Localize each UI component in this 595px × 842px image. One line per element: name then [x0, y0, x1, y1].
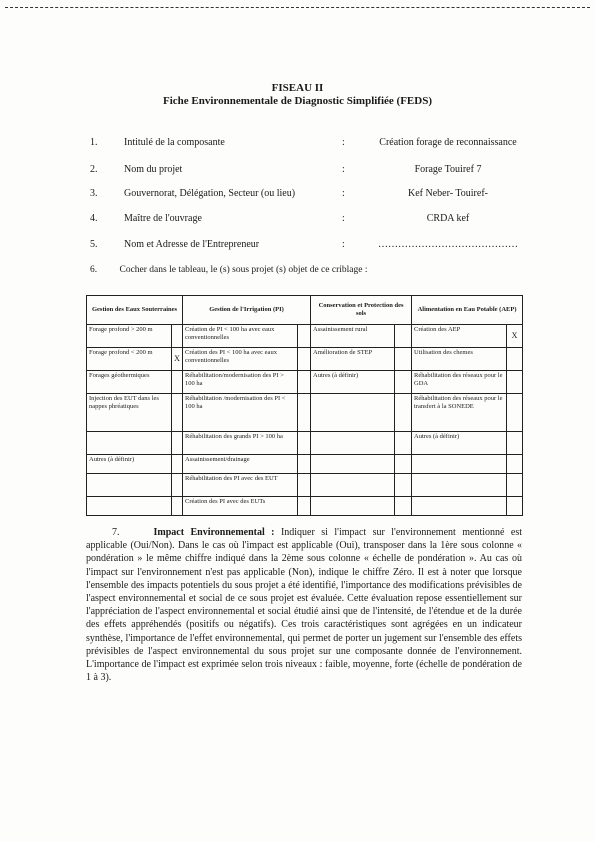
- field-value: Kef Neber- Touiref-: [408, 188, 488, 199]
- water-supply-checkbox[interactable]: [507, 455, 523, 474]
- field-label: Maître de l'ouvrage: [124, 213, 202, 224]
- table-header-row: [87, 296, 523, 325]
- field-colon: :: [342, 188, 345, 199]
- water-supply-cell: [412, 474, 507, 497]
- impact-paragraph: [86, 526, 522, 684]
- subproject-table: [86, 295, 523, 516]
- groundwater-checkbox[interactable]: [172, 325, 183, 348]
- groundwater-checkbox[interactable]: X: [172, 348, 183, 371]
- groundwater-checkbox[interactable]: [172, 432, 183, 455]
- water-supply-checkbox[interactable]: X: [507, 325, 523, 348]
- field-number: 3.: [90, 188, 98, 199]
- water-supply-cell: [412, 455, 507, 474]
- field-projet: [0, 164, 595, 178]
- irrigation-checkbox[interactable]: [298, 394, 311, 432]
- field-value: Forage Touiref 7: [414, 164, 482, 175]
- field-colon: :: [342, 164, 345, 175]
- irrigation-cell: Assainissement/drainage: [183, 455, 298, 474]
- header-irrigation: Gestion de l'Irrigation (PI): [183, 296, 311, 325]
- soil-checkbox[interactable]: [395, 394, 412, 432]
- table-row: [87, 394, 523, 432]
- table-instruction: [90, 265, 367, 275]
- water-supply-cell: Réhabilitation des réseaux pour le GDA: [412, 371, 507, 394]
- water-supply-cell: Création des AEP: [412, 325, 507, 348]
- field-value: ……………………………………: [378, 239, 518, 250]
- soil-cell: Autres (à définir): [311, 371, 395, 394]
- soil-checkbox[interactable]: [395, 432, 412, 455]
- header-soil: Conservation et Protection des sols: [311, 296, 412, 325]
- water-supply-cell: [412, 497, 507, 516]
- soil-checkbox[interactable]: [395, 371, 412, 394]
- table-row: [87, 474, 523, 497]
- instruction-label: Cocher dans le tableau, le (s) sous projet (s) objet de ce criblage :: [119, 265, 368, 275]
- groundwater-cell: Autres (à définir): [87, 455, 172, 474]
- field-composante: [0, 137, 595, 151]
- field-value: CRDA kef: [426, 213, 470, 224]
- annex-title: FISEAU II: [271, 82, 324, 94]
- soil-cell: Amélioration de STEP: [311, 348, 395, 371]
- water-supply-cell: Utilisation des chemes: [412, 348, 507, 371]
- field-colon: :: [342, 213, 345, 224]
- groundwater-cell: Forage profond < 200 m: [87, 348, 172, 371]
- groundwater-checkbox[interactable]: [172, 371, 183, 394]
- soil-checkbox[interactable]: [395, 455, 412, 474]
- section-number: 7.: [112, 527, 120, 538]
- table-row: [87, 455, 523, 474]
- field-label: Gouvernorat, Délégation, Secteur (ou lieu): [124, 188, 296, 199]
- irrigation-cell: Réhabilitation/modernisation des PI > 100 ha: [183, 371, 298, 394]
- irrigation-checkbox[interactable]: [298, 455, 311, 474]
- field-number: 4.: [90, 213, 98, 224]
- water-supply-checkbox[interactable]: [507, 432, 523, 455]
- irrigation-cell: Réhabilitation des grands PI > 100 ha: [183, 432, 298, 455]
- irrigation-checkbox[interactable]: [298, 371, 311, 394]
- groundwater-cell: Forages géothermiques: [87, 371, 172, 394]
- field-number: 5.: [90, 239, 98, 250]
- table-row: [87, 371, 523, 394]
- field-maitre-ouvrage: [0, 213, 595, 227]
- header-water-supply: Alimentation en Eau Potable (AEP): [412, 296, 523, 325]
- table-row: [87, 432, 523, 455]
- irrigation-checkbox[interactable]: [298, 497, 311, 516]
- water-supply-checkbox[interactable]: [507, 474, 523, 497]
- header-groundwater: Gestion des Eaux Souterraines: [87, 296, 183, 325]
- soil-checkbox[interactable]: [395, 497, 412, 516]
- soil-checkbox[interactable]: [395, 348, 412, 371]
- soil-cell: Assainissement rural: [311, 325, 395, 348]
- groundwater-cell: [87, 432, 172, 455]
- water-supply-cell: Autres (à définir): [412, 432, 507, 455]
- groundwater-cell: Injection des EUT dans les nappes phréatiques: [87, 394, 172, 432]
- field-colon: :: [342, 239, 345, 250]
- form-title: Fiche Environnementale de Diagnostic Simplifiée (FEDS): [163, 95, 432, 107]
- table-row: [87, 325, 523, 348]
- table-row: [87, 348, 523, 371]
- field-entrepreneur: [0, 239, 595, 253]
- irrigation-cell: Création de PI < 100 ha avec eaux conventionnelles: [183, 325, 298, 348]
- water-supply-cell: Réhabilitation des réseaux pour le transfert à la SONEDE: [412, 394, 507, 432]
- soil-checkbox[interactable]: [395, 474, 412, 497]
- top-dashed-line: [5, 7, 590, 8]
- water-supply-checkbox[interactable]: [507, 394, 523, 432]
- soil-cell: [311, 474, 395, 497]
- field-label: Nom et Adresse de l'Entrepreneur: [124, 239, 260, 250]
- table-row: [87, 497, 523, 516]
- irrigation-cell: Réhabilitation des PI avec des EUT: [183, 474, 298, 497]
- soil-cell: [311, 432, 395, 455]
- field-number: 2.: [90, 164, 98, 175]
- field-number: 1.: [90, 137, 98, 148]
- groundwater-cell: [87, 497, 172, 516]
- groundwater-checkbox[interactable]: [172, 497, 183, 516]
- section-heading: Impact Environnemental :: [153, 527, 275, 538]
- irrigation-cell: Création des PI < 100 ha avec eaux conventionnelles: [183, 348, 298, 371]
- water-supply-checkbox[interactable]: [507, 348, 523, 371]
- irrigation-checkbox[interactable]: [298, 348, 311, 371]
- groundwater-cell: [87, 474, 172, 497]
- soil-cell: [311, 455, 395, 474]
- section-text: Indiquer si l'impact sur l'environnement mentionné est applicable (Oui/Non). Dans le cas où l'impact est applicable (Oui), transposer dans la 1ère sous colonne « pondération » le même chiffre indiqué dans la 2ème sous colonne « échelle de pondération ». Au cas où l'impact sur l'environnement n'est pas applicable (Non), indique le chiffre Zéro. Il est à noter que lorsque l'ensemble des impacts potentiels du sous projet a été identifié, l'importance des modifications prévisibles de l'aspect environnemental et social de ce sous projet est évaluée. Cette évaluation repose essentiellement sur l'appréciation de l'aspect environnemental et social étudié ainsi que de l'intensité, de l'étendue et de la durée des effets appréhendés (positifs ou négatifs). Ces trois caractéristiques sont agrégées en un indicateur synthèse, l'importance de l'effet environnemental, qui permet de porter un jugement sur l'ensemble des effets prévisibles de l'aspect environnemental du sous projet sur une composante donnée de l'environnement. L'importance de l'impact est exprimée selon trois niveaux : faible, moyenne, forte (échelle de pondération de 1 à 3).: [86, 527, 522, 684]
- field-value: Création forage de reconnaissance: [379, 137, 517, 148]
- field-label: Nom du projet: [124, 164, 183, 175]
- soil-cell: [311, 497, 395, 516]
- irrigation-checkbox[interactable]: [298, 432, 311, 455]
- soil-cell: [311, 394, 395, 432]
- water-supply-checkbox[interactable]: [507, 497, 523, 516]
- irrigation-cell: Création des PI avec des EUTs: [183, 497, 298, 516]
- groundwater-checkbox[interactable]: [172, 394, 183, 432]
- groundwater-checkbox[interactable]: [172, 455, 183, 474]
- irrigation-cell: Réhabilitation /modernisation des PI < 100 ha: [183, 394, 298, 432]
- field-colon: :: [342, 137, 345, 148]
- irrigation-checkbox[interactable]: [298, 474, 311, 497]
- water-supply-checkbox[interactable]: [507, 371, 523, 394]
- instruction-number: 6.: [90, 265, 98, 275]
- groundwater-cell: Forage profond > 200 m: [87, 325, 172, 348]
- soil-checkbox[interactable]: [395, 325, 412, 348]
- groundwater-checkbox[interactable]: [172, 474, 183, 497]
- irrigation-checkbox[interactable]: [298, 325, 311, 348]
- field-gouvernorat: [0, 188, 595, 202]
- field-label: Intitulé de la composante: [124, 137, 225, 148]
